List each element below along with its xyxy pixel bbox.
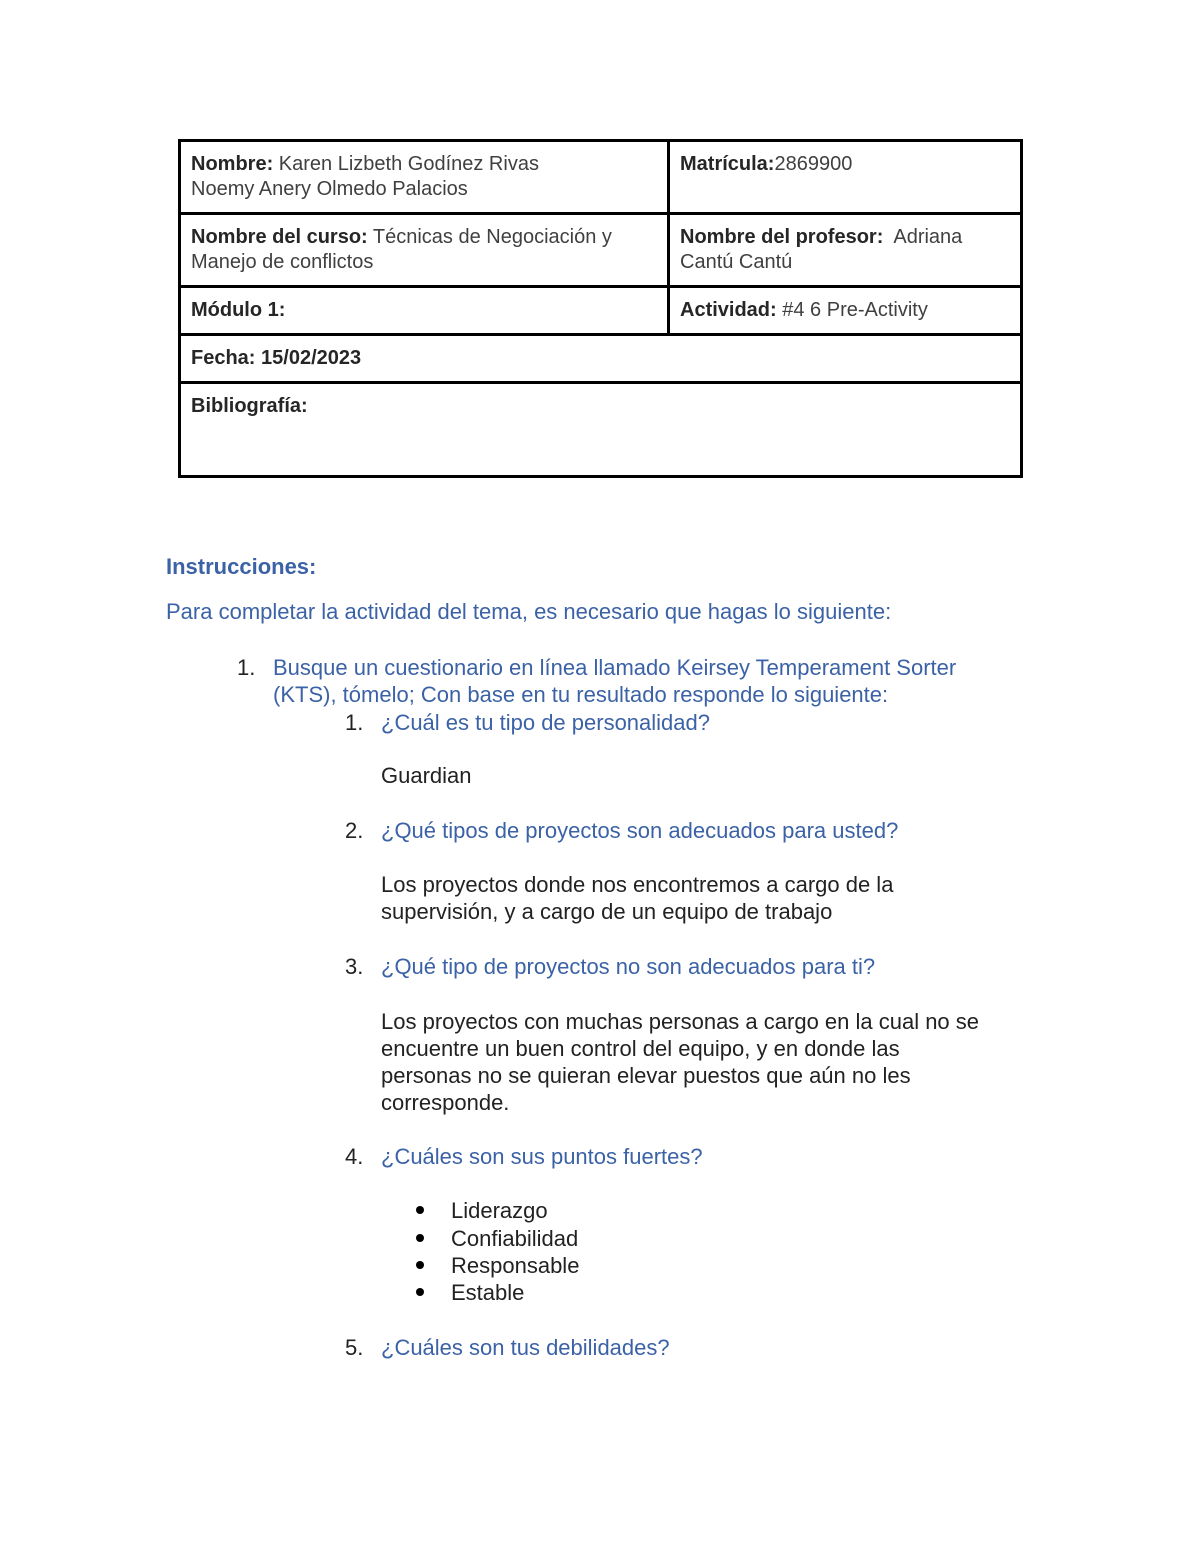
question-number: 2. — [345, 818, 364, 843]
modulo-label: Módulo 1: — [191, 299, 286, 321]
nombre-cell — [180, 141, 669, 214]
answer-line: corresponde. — [381, 1090, 510, 1115]
profesor-value: Adriana Cantú Cantú — [680, 226, 968, 273]
question-text: ¿Cuál es tu tipo de personalidad? — [381, 710, 710, 735]
nombre-value-1: Karen Lizbeth Godínez Rivas — [273, 153, 539, 175]
actividad-label: Actividad: — [680, 299, 777, 321]
bullet-item: Confiabilidad — [451, 1226, 579, 1251]
bullet-icon — [416, 1206, 424, 1214]
question-text: ¿Qué tipos de proyectos son adecuados para usted? — [381, 818, 899, 843]
matricula-cell — [669, 141, 1022, 214]
bullet-icon — [416, 1261, 424, 1269]
bullet-icon — [416, 1288, 424, 1296]
matricula-label: Matrícula: — [680, 153, 775, 175]
answer-line: Los proyectos con muchas personas a cargo en la cual no se — [381, 1009, 980, 1034]
question-text: ¿Cuáles son sus puntos fuertes? — [381, 1144, 703, 1169]
item1-line1: Busque un cuestionario en línea llamado Keirsey Temperament Sorter — [273, 655, 957, 680]
answer-line: encuentre un buen control del equipo, y en donde las — [381, 1036, 900, 1061]
item1-line2: (KTS), tómelo; Con base en tu resultado responde lo siguiente: — [273, 682, 889, 707]
answer-line: supervisión, y a cargo de un equipo de trabajo — [381, 899, 833, 924]
answer-line: personas no se quieran elevar puestos que aún no les — [381, 1063, 911, 1088]
nombre-label: Nombre: — [191, 153, 274, 175]
bullet-item: Liderazgo — [451, 1198, 548, 1223]
question-number: 5. — [345, 1335, 364, 1360]
answer-line: Guardian — [381, 763, 472, 788]
question-number: 3. — [345, 954, 364, 979]
fecha-cell — [180, 335, 1022, 383]
curso-value: Técnicas de Negociación y Manejo de conflictos — [191, 226, 612, 273]
question-text: ¿Cuáles son tus debilidades? — [381, 1335, 670, 1360]
item1-number: 1. — [237, 655, 256, 680]
question-number: 1. — [345, 710, 364, 735]
actividad-cell — [669, 287, 1022, 335]
profesor-label: Nombre del profesor: — [680, 226, 884, 248]
bullet-item: Estable — [451, 1280, 525, 1305]
question-text: ¿Qué tipo de proyectos no son adecuados para ti? — [381, 954, 876, 979]
student-info-table — [178, 139, 1023, 478]
fecha-label: Fecha: 15/02/2023 — [191, 347, 362, 369]
actividad-value: #4 6 Pre-Activity — [776, 299, 928, 321]
bibliografia-label: Bibliografía: — [191, 395, 308, 417]
matricula-value: 2869900 — [774, 153, 853, 175]
modulo-cell — [180, 287, 669, 335]
instructions-intro: Para completar la actividad del tema, es necesario que hagas lo siguiente: — [166, 599, 892, 624]
instructions-title: Instrucciones: — [166, 554, 317, 579]
bullet-item: Responsable — [451, 1253, 580, 1278]
curso-cell — [180, 214, 669, 287]
answer-line: Los proyectos donde nos encontremos a cargo de la — [381, 872, 894, 897]
nombre-value-2: Noemy Anery Olmedo Palacios — [191, 178, 468, 200]
curso-label: Nombre del curso: — [191, 226, 368, 248]
question-number: 4. — [345, 1144, 364, 1169]
bibliografia-cell — [180, 383, 1022, 477]
bullet-icon — [416, 1234, 424, 1242]
profesor-cell — [669, 214, 1022, 287]
